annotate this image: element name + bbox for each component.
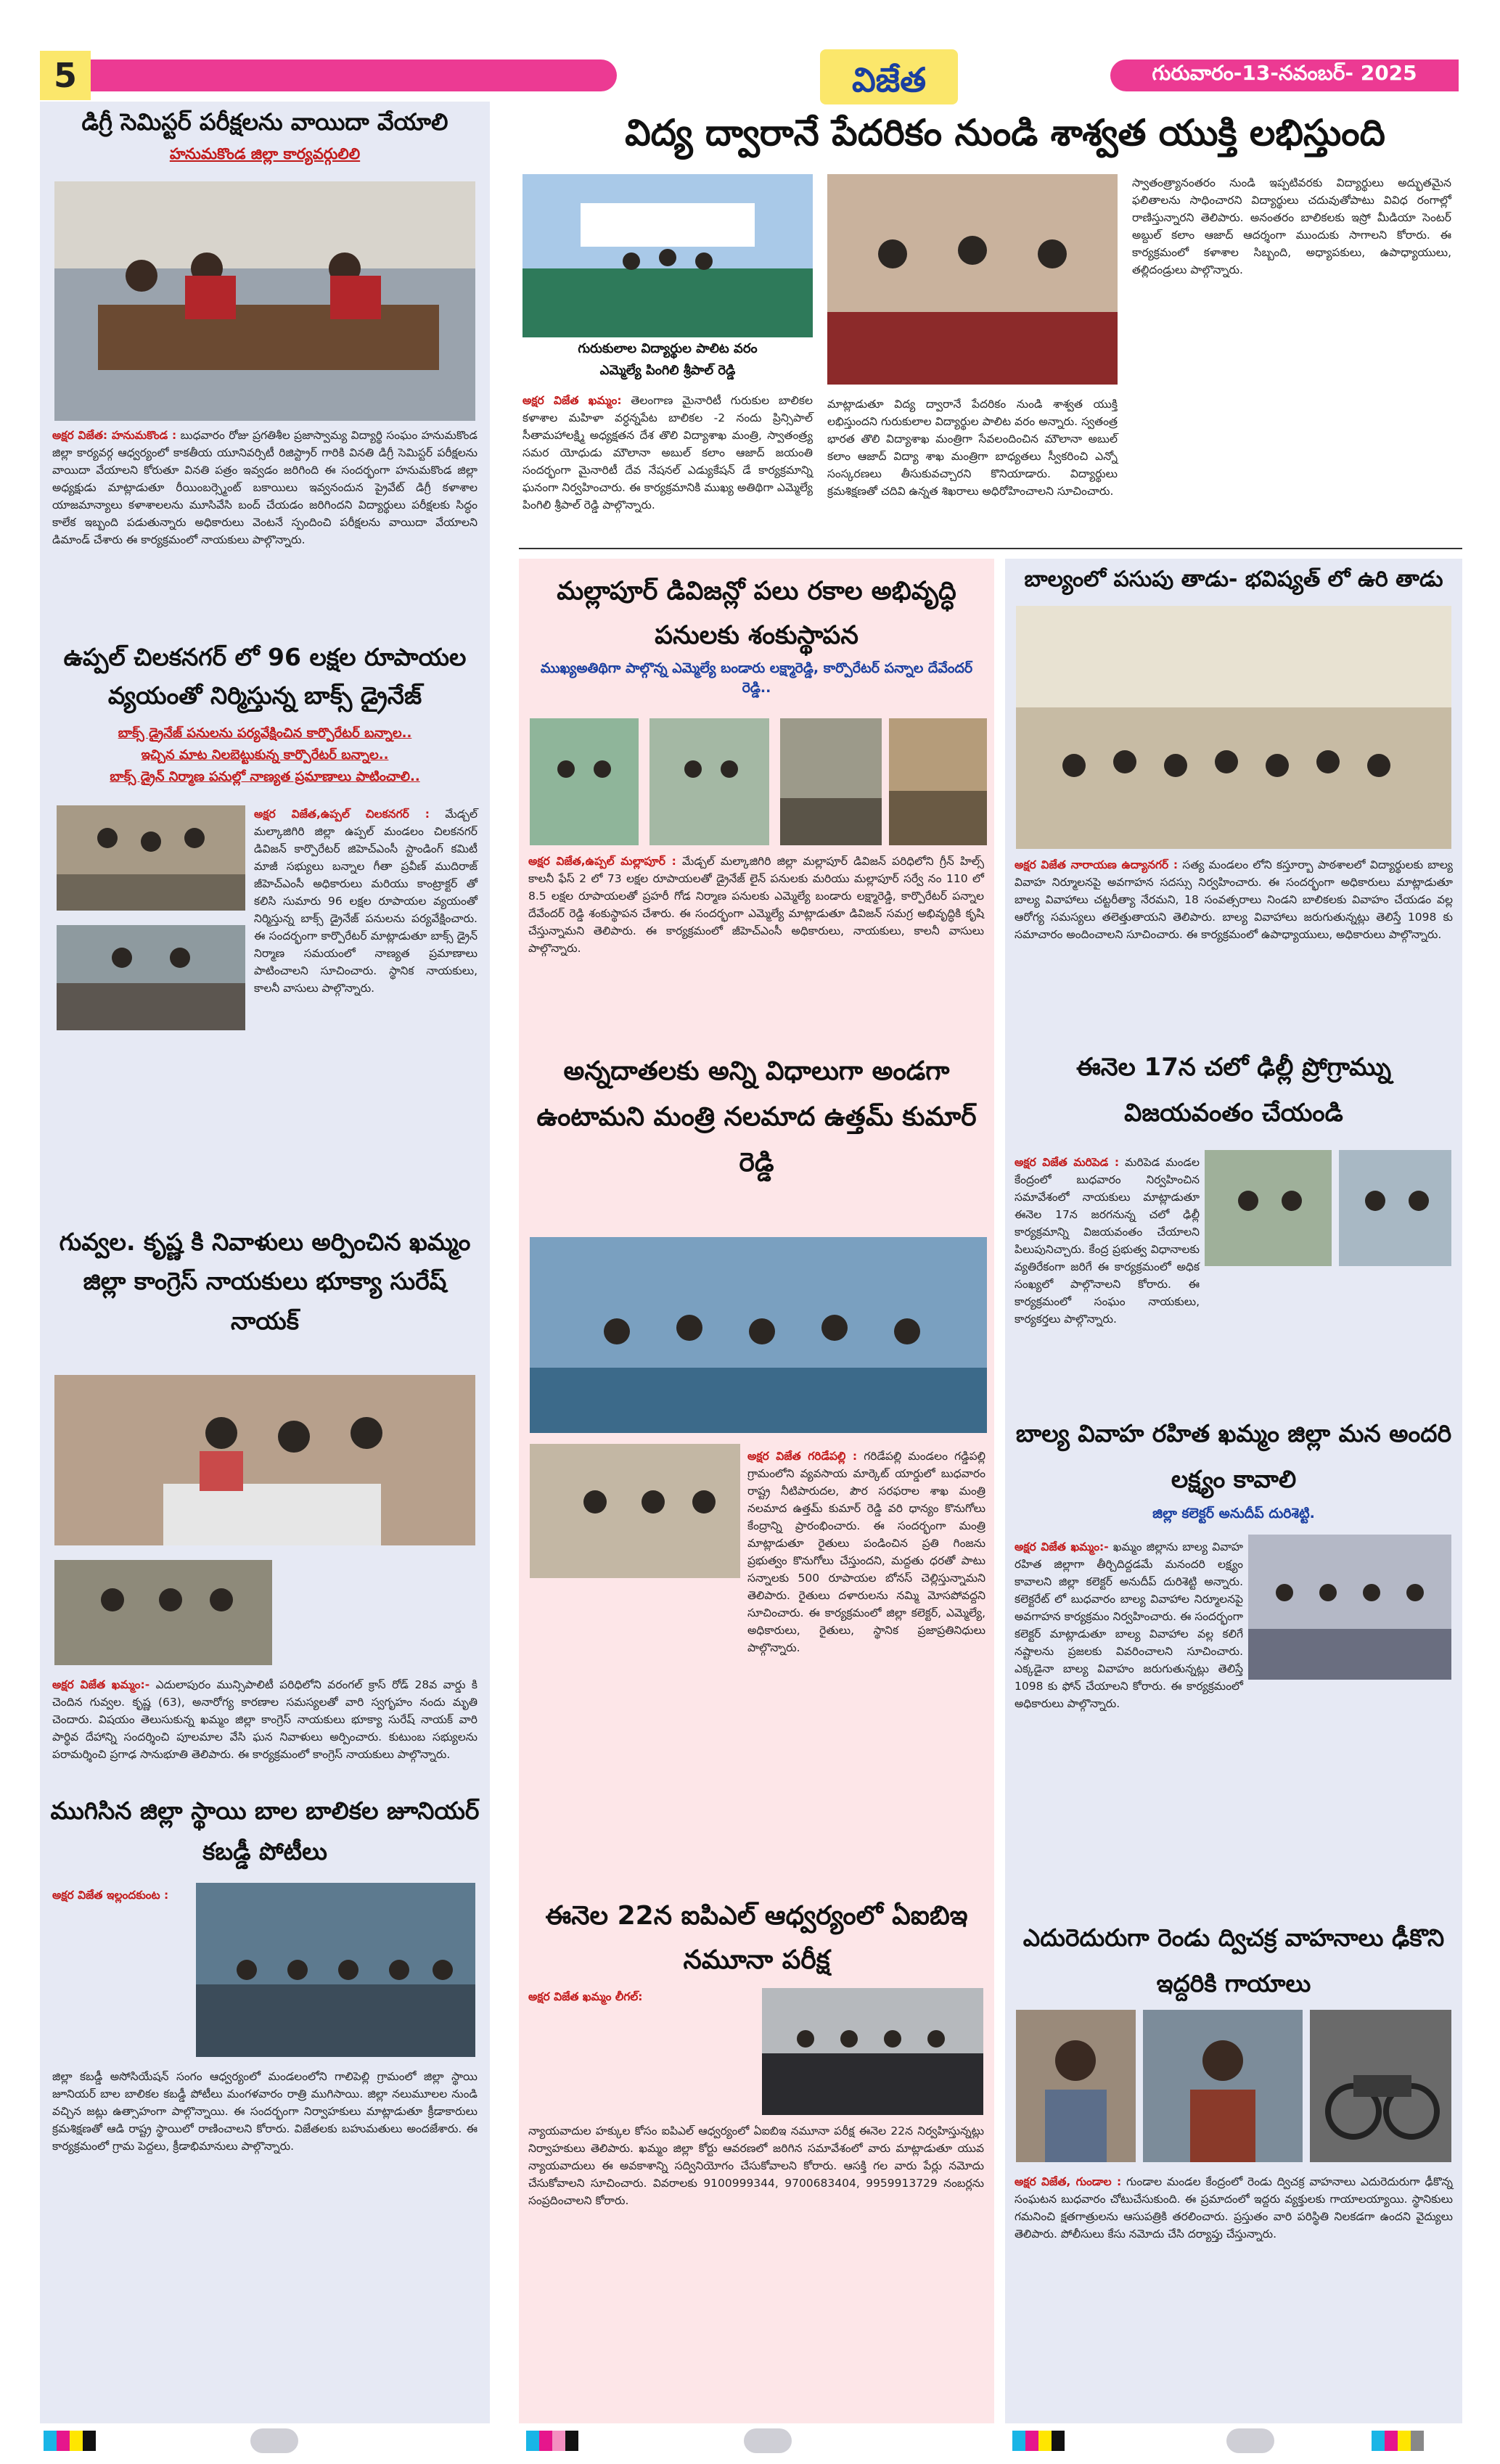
registration-oval-3 bbox=[1226, 2428, 1274, 2453]
col1-a3-text: ఎదులాపురం మున్సిపాలిటీ పరిధిలోని వరంగల్ క్రాస్ రోడ్ 28వ వార్డు కి చెందిన గువ్వల. కృష్ణ (63), అనారోగ్య కారణాల సమస్యలతో వారి స్వగృహం నందు మృతి చెందారు. విషయం తెలుసుకున్న ఖమ్మం జిల్లా కాంగ్రెస్ నాయకులు భూక్యా సురేష్ నాయక్ వారి పార్థివ దేహాన్ని సందర్శించి పూలమాల వేసి ఘన నివాళులు అర్పించారు. కుటుంబ సభ్యులను పరామర్శించి ప్రగాఢ సానుభూతి తెలిపారు. ఈ కార్యక్రమంలో కాంగ్రెస్ నాయకులు పాల్గొన్నారు. bbox=[52, 1678, 478, 1762]
col2-a3-headline: ఈనెల 22న ఐపిఎల్ ఆధ్వర్యంలో ఏఐబిఇ నమూనా పరీక్ష bbox=[545, 1901, 968, 1976]
col1-a2-photo-1 bbox=[57, 805, 245, 911]
col1-a1-photo bbox=[54, 181, 475, 421]
col1-a2-sub-1: బాక్స్ డ్రైనేజ్ పనులను పర్యవేక్షించిన కార్పొరేటర్ బన్నాల.. bbox=[118, 726, 412, 741]
col3-a3-dateline: అక్షర విజేత ఖమ్మం:- bbox=[1015, 1540, 1109, 1553]
col3-a3-headline: బాల్య వివాహ రహిత ఖమ్మం జిల్లా మన అందరి లక్ష్యం కావాలి bbox=[1015, 1419, 1452, 1493]
col2-a1-photo-3 bbox=[780, 718, 882, 845]
col3-a3-photo bbox=[1248, 1535, 1451, 1680]
registration-oval-2 bbox=[744, 2428, 792, 2453]
col1-a2-body bbox=[254, 805, 478, 997]
col3-a1-photo bbox=[1016, 606, 1451, 849]
col2-top-dateline: అక్షర విజేత ఖమ్మం: bbox=[522, 394, 622, 407]
col3-a4-dateline: అక్షర విజేత, గుండాల : bbox=[1015, 2175, 1122, 2188]
col3-a2-body bbox=[1015, 1154, 1200, 1328]
col3-a3-body bbox=[1015, 1538, 1243, 1712]
logo-text: విజేత bbox=[851, 60, 927, 99]
col1-a1-text: బుధవారం రోజు ప్రగతిశీల ప్రజాస్వామ్య విద్యార్థి సంఘం హనుమకొండ జిల్లా కార్యవర్గ ఆధ్వర్యంలో కాకతీయ యూనివర్సిటీ రిజిస్ట్రార్ గారికి వినతి డిగ్రీ సెమిస్టర్ పరీక్షలను వాయిదా వేయాలని కోరుతూ వినతి పత్రం ఇవ్వడం జరిగింది ఈ సందర్భంగా హనుమకొండ జిల్లా అధ్యక్షుడు మాట్లాడుతూ రీయింబర్స్మెంట్ బకాయిలు ఇవ్వనందున ప్రైవేట్ డిగ్రీ కళాశాల యాజమాన్యాలు కళాశాలలను మూసివేసి బంద్ చేయడం జరిగిందని విద్యార్థులు పరీక్షలకు సిద్ధం కాలేక ఇబ్బంది పడుతున్నారు అధికారులు వెంటనే స్పందించి పరీక్షలను వాయిదా వేయాలని డిమాండ్ చేశారు ఈ కార్యక్రమంలో నాయకులు పాల్గొన్నారు. bbox=[52, 429, 478, 547]
col1-a1-dateline: అక్షర విజేత: హనుమకొండ : bbox=[52, 429, 177, 442]
registration-oval-1 bbox=[250, 2428, 298, 2453]
col3-a4-headline: ఎదురెదురుగా రెండు ద్విచక్ర వాహనాలు ఢీకొని ఇద్దరికి గాయాలు bbox=[1022, 1923, 1445, 1997]
registration-strip-2 bbox=[526, 2431, 578, 2451]
registration-strip-4 bbox=[1372, 2431, 1424, 2451]
col1-a3-headline: గువ్వల. కృష్ణ కి నివాళులు అర్పించిన ఖమ్మం జిల్లా కాంగ్రెస్ నాయకులు భూక్యా సురేష్ నాయక్ bbox=[59, 1228, 471, 1335]
registration-strip-3 bbox=[1012, 2431, 1065, 2451]
masthead bbox=[0, 0, 1500, 99]
col1-a4-photo bbox=[196, 1883, 475, 2057]
col2-a1-sub: ముఖ్యఅతిథిగా పాల్గొన్న ఎమ్మెల్యే బండారు లక్ష్మారెడ్డి, కార్పొరేటర్ పన్నాల దేవేందర్ రెడ్డి.. bbox=[540, 660, 973, 696]
col2-a3-dateline: అక్షర విజేత ఖమ్మం లీగల్: bbox=[528, 1990, 643, 2003]
col3-a1-text: సత్య మండలం లోని కస్తూర్బా పాఠశాలలో విద్యార్థులకు బాల్య వివాహ నిర్మూలనపై అవగాహన సదస్సు నిర్వహించారు. ఈ సందర్భంగా అధికారులు మాట్లాడుతూ బాల్య వివాహాలు చట్టరీత్యా నేరమని, 18 సంవత్సరాలు నిండని బాలికలకు వివాహం చేయడం వల్ల ఆరోగ్య సమస్యలు తలెత్తుతాయని తెలిపారు. బాల్య వివాహాలు జరుగుతున్నట్లు తెలిస్తే 1098 కు సమాచారం అందించాలని సూచించారు. ఈ కార్యక్రమంలో ఉపాధ్యాయులు, అధికారులు పాల్గొన్నారు. bbox=[1015, 858, 1453, 942]
col1-a2-headline: ఉప్పల్ చిలకనగర్ లో 96 లక్షల రూపాయల వ్యయంతో నిర్మిస్తున్న బాక్స్ డ్రైనేజ్ bbox=[63, 643, 467, 710]
divider bbox=[519, 548, 1462, 549]
col1-a2-text: మేడ్చల్ మల్కాజిగిరి జిల్లా ఉప్పల్ మండలం చిలకనగర్ డివిజన్ కార్పొరేటర్ జిహెచ్ఎంసీ స్టాండింగ్ కమిటీ మాజీ సభ్యులు బన్నాల గీతా ప్రవీణ్ ముదిరాజ్ జీహెచ్ఎంసీ అధికారులు మరియు కాంట్రాక్టర్ తో కలిసి సుమారు 96 లక్షల రూపాయల వ్యయంతో నిర్మిస్తున్న బాక్స్ డ్రైనేజ్ పనులను పర్యవేక్షించారు. ఈ సందర్భంగా కార్పొరేటర్ మాట్లాడుతూ బాక్స్ డ్రైన్ నిర్మాణ సమయంలో నాణ్యత ప్రమాణాలు పాటించాలని సూచించారు. స్థానిక నాయకులు, కాలనీ వాసులు పాల్గొన్నారు. bbox=[254, 808, 478, 995]
col1-a1-headline: డిగ్రీ సెమిస్టర్ పరీక్షలను వాయిదా వేయాలి bbox=[81, 108, 448, 136]
header-bar-left bbox=[91, 59, 617, 91]
top-banner-headline: విద్య ద్వారానే పేదరికం నుండి శాశ్వత యుక్తి లభిస్తుంది bbox=[625, 112, 1385, 154]
col2-a3-dateline-box bbox=[528, 1988, 755, 2005]
col3-a2-headline: ఈనెల 17న చలో ఢిల్లీ ప్రోగ్రామ్ను విజయవంతం చేయండి bbox=[1075, 1053, 1392, 1128]
col3-a1-dateline: అక్షర విజేత నారాయణ ఉద్యానగర్ : bbox=[1015, 858, 1179, 871]
col3-a2-photo-2 bbox=[1339, 1150, 1451, 1266]
col1-a3-body bbox=[52, 1676, 478, 1763]
col3-a4-photo-3 bbox=[1310, 2010, 1451, 2162]
col1-a1-sub: హనుమకొండ జిల్లా కార్యవర్గులిలి bbox=[169, 145, 361, 163]
col3-a2-photo-1 bbox=[1205, 1150, 1332, 1266]
col2-a1-photo-1 bbox=[530, 718, 639, 845]
col2-top-photo-1 bbox=[522, 174, 813, 337]
col2-top-body-1 bbox=[522, 392, 813, 514]
col2-a1-text: మేడ్చల్ మల్కాజిగిరి జిల్లా మల్లాపూర్ డివిజన్ పరిధిలోని గ్రీన్ హిల్స్ కాలనీ ఫేస్ 2 లో 73 లక్షల రూపాయలతో డ్రైనేజ్ లైన్ పనులకు మరియు మల్లాపూర్ సర్వే నం 110 లో 8.5 లక్షల రూపాయలతో ప్రహరీ గోడ నిర్మాణ పనులకు ఎమ్మెల్యే బండారు లక్ష్మారెడ్డి, కార్పొరేటర్ పన్నాల దేవేందర్ రెడ్డి శంకుస్థాపన చేశారు. ఈ సందర్భంగా ఎమ్మెల్యే మాట్లాడుతూ డివిజన్ సమగ్ర అభివృద్ధికి కృషి చేస్తున్నామని తెలిపారు. ఈ కార్యక్రమంలో జీహెచ్ఎంసీ అధికారులు, నాయకులు, కాలనీ వాసులు పాల్గొన్నారు. bbox=[528, 855, 984, 956]
col2-a1-photo-2 bbox=[649, 718, 769, 845]
col3-a2-text: మరిపెడ మండల కేంద్రంలో బుధవారం నిర్వహించిన సమావేశంలో నాయకులు మాట్లాడుతూ ఈనెల 17న జరగనున్న చలో ఢిల్లీ కార్యక్రమాన్ని విజయవంతం చేయాలని పిలుపునిచ్చారు. కేంద్ర ప్రభుత్వ విధానాలకు వ్యతిరేకంగా జరిగే ఈ కార్యక్రమంలో అధిక సంఖ్యలో పాల్గొనాలని కోరారు. ఈ కార్యక్రమంలో సంఘం నాయకులు, కార్యకర్తలు పాల్గొన్నారు. bbox=[1015, 1156, 1200, 1326]
col1-a4-headline: ముగిసిన జిల్లా స్థాయి బాల బాలికల జూనియర్ కబడ్డీ పోటీలు bbox=[50, 1796, 480, 1866]
col1-a3-dateline: అక్షర విజేత ఖమ్మం:- bbox=[52, 1678, 150, 1691]
col2-a2-text: గరిడేపల్లి మండలం గడ్డిపల్లి గ్రామంలోని వ్యవసాయ మార్కెట్ యార్డులో బుధవారం రాష్ట్ర నీటిపారుదల, పౌర సరఫరాల శాఖ మంత్రి నలమాద ఉత్తమ్ కుమార్ రెడ్డి వరి ధాన్యం కొనుగోలు కేంద్రాన్ని ప్రారంభించారు. ఈ సందర్భంగా మంత్రి మాట్లాడుతూ రైతులు పండించిన ప్రతి గింజను ప్రభుత్వం కొనుగోలు చేస్తుందని, మద్దతు ధరతో పాటు సన్నాలకు 500 రూపాయల బోనస్ చెల్లిస్తున్నామని తెలిపారు. రైతులు దళారులను నమ్మి మోసపోవద్దని సూచించారు. ఈ కార్యక్రమంలో జిల్లా కలెక్టర్, ఎమ్మెల్యే, అధికారులు, రైతులు, స్థానిక ప్రజాప్రతినిధులు పాల్గొన్నారు. bbox=[747, 1450, 985, 1655]
col3-a4-photo-1 bbox=[1016, 2010, 1136, 2162]
col1-a4-dateline-box bbox=[52, 1886, 190, 1904]
col2-a1-body bbox=[528, 853, 984, 957]
col3-a2-dateline: అక్షర విజేత మరిపెడ : bbox=[1015, 1156, 1120, 1169]
col2-a1-photo-4 bbox=[889, 718, 987, 845]
registration-strip-1 bbox=[44, 2431, 96, 2451]
col2-a2-dateline: అక్షర విజేత గరిడేపల్లి : bbox=[747, 1450, 858, 1463]
col2-top-text-1: తెలంగాణ మైనారిటీ గురుకుల బాలికల కళాశాల మహిళా వర్ధన్నపేట బాలికల -2 నందు ప్రిన్సిపాల్ సీతామహాలక్ష్మి అధ్యక్షతన దేశ తొలి విద్యాశాఖ మంత్రి, స్వాతంత్ర్య సమర యోధుడు మౌలానా అబుల్ కలాం ఆజాద్ జయంతి సందర్భంగా మైనారిటీ దేవ నేషనల్ ఎడ్యుకేషన్ డే కార్యక్రమాన్ని ఘనంగా నిర్వహించారు. ఈ కార్యక్రమానికి ముఖ్య అతిథిగా ఎమ్మెల్యే పింగిలి శ్రీపాల్ రెడ్డి పాల్గొన్నారు. bbox=[522, 394, 813, 512]
col3-a1-headline: బాల్యంలో పసుపు తాడు- భవిష్యత్ లో ఉరి తాడు bbox=[1024, 567, 1443, 592]
col3-a4-photo-2 bbox=[1143, 2010, 1303, 2162]
col2-a2-body bbox=[747, 1447, 985, 1656]
col1-a2-dateline: అక్షర విజేత,ఉప్పల్ చిలకనగర్ : bbox=[254, 808, 430, 821]
col1-a2-photo-2 bbox=[57, 925, 245, 1030]
col2-a2-headline: అన్నదాతలకు అన్ని విధాలుగా అండగా ఉంటామని మంత్రి నలమాద ఉత్తమ్ కుమార్ రెడ్డి bbox=[536, 1056, 977, 1178]
col1-a4-dateline: అక్షర విజేత ఇల్లందకుంట : bbox=[52, 1889, 169, 1902]
col2-top-caption-1: గురుకులాల విద్యార్థుల పాలిట వరం bbox=[578, 341, 758, 356]
col1-a3-photo bbox=[54, 1375, 475, 1545]
col3-a4-body bbox=[1015, 2173, 1453, 2243]
col1-a2-sub-3: బాక్స్ డ్రైన్ నిర్మాణ పనుల్లో నాణ్యత ప్రమాణాలు పాటించాలి.. bbox=[110, 769, 420, 784]
col2-a1-headline: మల్లాపూర్ డివిజన్లో పలు రకాల అభివృద్ధి పనులకు శంకుస్థాపన bbox=[557, 577, 956, 651]
col1-a4-body: జిల్లా కబడ్డీ అసోసియేషన్ సంగం ఆధ్వర్యంలో మండలంలోని గాలిపెల్లి గ్రామంలో జిల్లా స్థాయి జూనియర్ బాల బాలికల కబడ్డీ పోటీలు మంగళవారం రాత్రి ముగిసాయి. జిల్లా నలుమూలల నుండి వచ్చిన జట్లు ఉత్సాహంగా పాల్గొన్నాయి. ఈ సందర్భంగా నిర్వాహకులు మాట్లాడుతూ క్రీడాకారులు క్రమశిక్షణతో ఆడి రాష్ట్ర స్థాయిలో రాణించాలని కోరారు. విజేతలకు బహుమతులు అందజేశారు. ఈ కార్యక్రమంలో గ్రామ పెద్దలు, క్రీడాభిమానులు పాల్గొన్నారు. bbox=[52, 2070, 478, 2153]
col3-a1-body bbox=[1015, 856, 1453, 943]
col3-a3-text: ఖమ్మం జిల్లాను బాల్య వివాహ రహిత జిల్లాగా తీర్చిదిద్దడమే మనందరి లక్ష్యం కావాలని జిల్లా కలెక్టర్ అనుదీప్ దురిశెట్టి అన్నారు. కలెక్టరేట్ లో బుధవారం బాల్య వివాహాల నిర్మూలనపై అవగాహన కార్యక్రమం నిర్వహించారు. ఈ సందర్భంగా కలెక్టర్ మాట్లాడుతూ బాల్య వివాహాల వల్ల కలిగే నష్టాలను ప్రజలకు వివరించాలని సూచించారు. ఎక్కడైనా బాల్య వివాహం జరుగుతున్నట్లు తెలిస్తే 1098 కు ఫోన్ చేయాలని కోరారు. ఈ కార్యక్రమంలో అధికారులు పాల్గొన్నారు. bbox=[1015, 1540, 1243, 1711]
col3-a3-sub: జిల్లా కలెక్టర్ అనుదీప్ దురిశెట్టి. bbox=[1152, 1506, 1315, 1521]
date-bar: గురువారం-13-నవంబర్- 2025 bbox=[1110, 59, 1459, 91]
col2-a3-body: న్యాయవాదుల హక్కుల కోసం ఐపిఎల్ ఆధ్వర్యంలో ఏఐబిఇ నమూనా పరీక్ష ఈనెల 22న నిర్వహిస్తున్నట్లు నిర్వాహకులు తెలిపారు. ఖమ్మం జిల్లా కోర్టు ఆవరణలో జరిగిన సమావేశంలో వారు మాట్లాడుతూ యువ న్యాయవాదులు ఈ అవకాశాన్ని సద్వినియోగం చేసుకోవాలని కోరారు. ఆసక్తి గల వారు పేర్లు నమోదు చేసుకోవాలని సూచించారు. వివరాలకు 9100999344, 9700683404, 9959913729 నంబర్లను సంప్రదించాలని కోరారు. bbox=[528, 2124, 984, 2208]
col2-top-body-3: స్వాతంత్ర్యానంతరం నుండి ఇప్పటివరకు విద్యార్థులు అద్భుతమైన ఫలితాలను సాధించారని విద్యార్థులు చదువుతోపాటు వివిధ రంగాల్లో రాణిస్తున్నారని తెలిపారు. అనంతరం బాలికలకు ఇస్రో మీడియా సెంటర్ అబ్దుల్ కలాం ఆజాద్ ఆదర్శంగా ముందుకు సాగాలని కోరారు. ఈ కార్యక్రమంలో కళాశాల సిబ్బంది, అధ్యాపకులు, ఉపాధ్యాయులు, తల్లిదండ్రులు పాల్గొన్నారు. bbox=[1132, 176, 1451, 277]
col3-a4-text: గుండాల మండల కేంద్రంలో రెండు ద్విచక్ర వాహనాలు ఎదురెదురుగా ఢీకొన్న సంఘటన బుధవారం చోటుచేసుకుంది. ఈ ప్రమాదంలో ఇద్దరు వ్యక్తులకు గాయాలయ్యాయి. స్థానికులు గమనించి క్షతగాత్రులను ఆసుపత్రికి తరలించారు. ప్రస్తుతం వారి పరిస్థితి నిలకడగా ఉందని వైద్యులు తెలిపారు. పోలీసులు కేసు నమోదు చేసి దర్యాప్తు చేస్తున్నారు. bbox=[1015, 2175, 1453, 2241]
col2-top-photo-2 bbox=[827, 174, 1118, 385]
col1-a3-photo-2 bbox=[54, 1560, 272, 1665]
col1-a1-body bbox=[52, 427, 478, 549]
col2-top-caption-2: ఎమ్మెల్యే పింగిలి శ్రీపాల్ రెడ్డి bbox=[599, 363, 736, 378]
page-number: 5 bbox=[40, 51, 91, 100]
col2-top-body-2: మాట్లాడుతూ విద్య ద్వారానే పేదరికం నుండి శాశ్వత యుక్తి లభిస్తుందని గురుకులాల విద్యార్థుల పాలిట వరం అన్నారు. స్వతంత్ర భారత తొలి విద్యాశాఖ మంత్రిగా సేవలందించిన మౌలానా అబుల్ కలాం ఆజాద్ విద్యా శాఖ మంత్రిగా బాధ్యతలు స్వీకరించి ఎన్నో సంస్కరణలు తీసుకువచ్చారని కొనియాడారు. విద్యార్థులు క్రమశిక్షణతో చదివి ఉన్నత శిఖరాలు అధిరోహించాలని సూచించారు. bbox=[827, 398, 1118, 498]
col2-a2-photo-1 bbox=[530, 1237, 987, 1433]
col2-a2-photo-2 bbox=[530, 1444, 740, 1578]
col2-a3-photo bbox=[762, 1988, 983, 2115]
col1-a2-sub-2: ఇచ్చిన మాట నిలబెట్టుకున్న కార్పొరేటర్ బన్నాల.. bbox=[141, 747, 389, 763]
col2-a1-dateline: అక్షర విజేత,ఉప్పల్ మల్లాపూర్ : bbox=[528, 855, 676, 868]
logo bbox=[820, 44, 958, 109]
